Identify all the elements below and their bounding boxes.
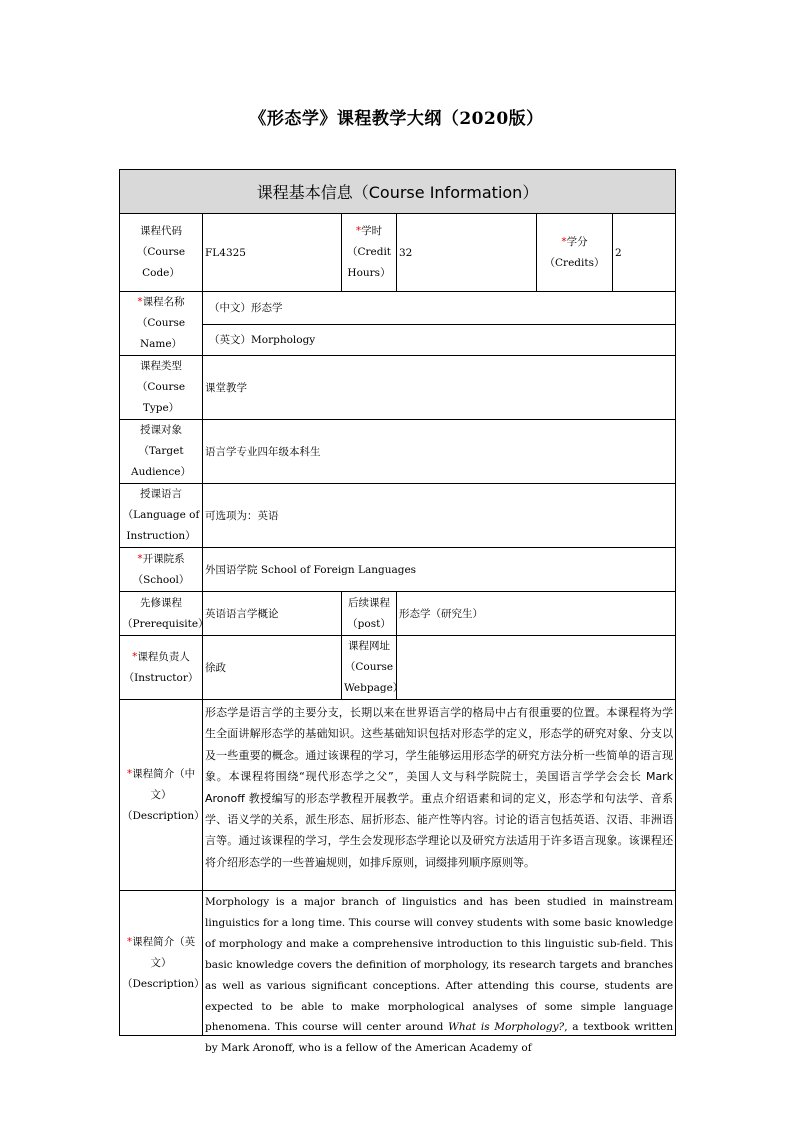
post-course-value: 形态学（研究生） bbox=[397, 592, 676, 636]
course-name-zh: （中文）形态学 bbox=[203, 292, 676, 325]
description-zh-text: 形态学是语言学的主要分支，长期以来在世界语言学的格局中占有很重要的位置。本课程将为学生全面讲解形态学的基础知识。这些基础知识包括对形态学的定义，形态学的研究对象、分支以及一些重要的概念。通过该课程的学习，学生能够运用形态学的研究方法分析一些简单的语言现象。本课程将围绕“现代形态学之父”，美国人文与科学院院士，美国语言学学会会长 Mark Aronoff 教授编写的形态学教程开展教学。重点介绍语素和词的定义，形态学和句法学、音系学、语义学的关系，派生形态、屈折形态、能产性等内容。讨论的语言包括英语、汉语、非洲语言等。通过该课程的学习，学生会发现形态学理论以及研究方法适用于许多语言现象。该课程还将介绍形态学的一些普遍规则，如排斥原则，词缀排列顺序原则等。 bbox=[203, 700, 676, 891]
school-label: *开课院系 （School） bbox=[120, 548, 203, 592]
description-en-text: Morphology is a major branch of linguistics and has been studied in mainstream linguistics for a long time. This course will convey students with some basic knowledge of morphology and make a comprehensive introduction to this linguistic sub-field. This basic knowledge covers the definition of morphology, its research targets and branches as well as various significant conceptions. After attending this course, students are expected to be able to make morphological analyses of some simple language phenomena. This course will center around What is Morphology?, a textbook written by Mark Aronoff, who is a fellow of the American Academy of bbox=[203, 891, 676, 1036]
course-type-label: 课程类型 （Course Type） bbox=[120, 356, 203, 420]
course-name-label: *课程名称 （Course Name） bbox=[120, 292, 203, 356]
instruction-language-value: 可选项为：英语 bbox=[203, 484, 676, 548]
prerequisite-label: 先修课程 （Prerequisite） bbox=[120, 592, 203, 636]
credits-value: 2 bbox=[613, 214, 676, 292]
course-code-label: 课程代码 （Course Code） bbox=[120, 214, 203, 292]
instructor-value: 徐政 bbox=[203, 636, 342, 700]
course-name-en: （英文）Morphology bbox=[203, 325, 676, 356]
target-audience-label: 授课对象 （Target Audience） bbox=[120, 420, 203, 484]
document-title: 《形态学》课程教学大纲（2020版） bbox=[249, 109, 544, 129]
post-course-label: 后续课程 （post） bbox=[342, 592, 397, 636]
school-value: 外国语学院 School of Foreign Languages bbox=[203, 548, 676, 592]
section-header: 课程基本信息（Course Information） bbox=[120, 170, 676, 214]
hours-label: *学时 （Credit Hours） bbox=[342, 214, 397, 292]
webpage-label: 课程网址 （Course Webpage） bbox=[342, 636, 397, 700]
description-en-label: *课程简介（英 文） （Description） bbox=[120, 891, 203, 1036]
instruction-language-label: 授课语言 （Language of Instruction） bbox=[120, 484, 203, 548]
instructor-label: *课程负责人 （Instructor） bbox=[120, 636, 203, 700]
course-code-value: FL4325 bbox=[203, 214, 342, 292]
course-type-value: 课堂教学 bbox=[203, 356, 676, 420]
prerequisite-value: 英语语言学概论 bbox=[203, 592, 342, 636]
webpage-value[interactable] bbox=[397, 636, 676, 700]
textbook-title: What is Morphology? bbox=[448, 1021, 565, 1034]
hours-value: 32 bbox=[397, 214, 537, 292]
description-zh-label: *课程简介（中 文） （Description） bbox=[120, 700, 203, 891]
credits-label: *学分 （Credits） bbox=[537, 214, 613, 292]
course-info-table bbox=[119, 169, 676, 1055]
target-audience-value: 语言学专业四年级本科生 bbox=[203, 420, 676, 484]
